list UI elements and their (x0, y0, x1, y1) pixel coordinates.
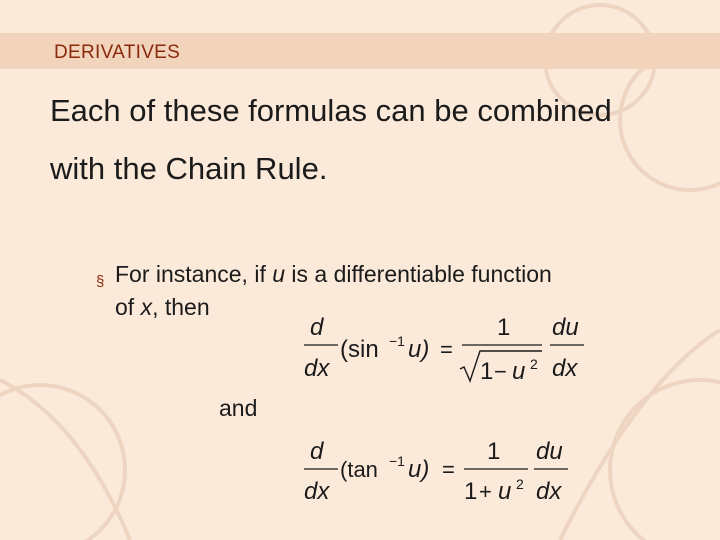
f2-den-exp: 2 (516, 476, 524, 492)
formula-arctan (304, 438, 568, 505)
f2-rhs-num: 1 (487, 438, 501, 465)
f1-equals: = (440, 337, 453, 362)
f2-func: (tan (340, 457, 378, 482)
slide-heading (50, 82, 710, 198)
f2-dx: dx (536, 478, 562, 505)
f1-du: du (552, 314, 579, 341)
section-label: DERIVATIVES (54, 42, 181, 63)
f1-num-d: d (310, 314, 324, 341)
f1-dx: dx (552, 355, 578, 382)
f1-den-exp: 2 (530, 356, 538, 372)
f1-den-dx: dx (304, 355, 330, 382)
bullet-text-part2: is a differentiable function (285, 261, 552, 287)
f2-du: du (536, 438, 563, 465)
formula-arcsin (304, 314, 584, 385)
heading-line-1: Each of these formulas can be combined (50, 93, 612, 128)
f2-exponent: −1 (389, 453, 405, 469)
connector-and: and (219, 395, 258, 421)
f2-num-d: d (310, 438, 324, 465)
f1-den-minus: − (494, 359, 507, 384)
f2-den-dx: dx (304, 478, 330, 505)
formulas (290, 305, 610, 520)
f1-rhs-num: 1 (497, 314, 511, 341)
f2-den-1: 1 (464, 478, 478, 505)
f2-equals: = (442, 457, 455, 482)
f1-func: (sin (340, 336, 379, 363)
variable-u: u (272, 261, 286, 287)
variable-x: x (140, 294, 153, 320)
f1-den-u: u (512, 358, 526, 385)
bullet-text-part3: of (115, 294, 141, 320)
bullet-text-part1: For instance, if (115, 261, 273, 287)
bullet-text-part4: , then (152, 294, 210, 320)
bullet-marker: § (96, 273, 105, 290)
f2-arg: u) (408, 456, 430, 483)
f1-arg: u) (408, 336, 430, 363)
f1-exponent: −1 (389, 333, 405, 349)
heading-line-2: with the Chain Rule. (50, 151, 328, 186)
f2-den-plus: + (479, 479, 492, 504)
f1-den-1: 1 (480, 358, 494, 385)
f2-den-u: u (498, 478, 512, 505)
